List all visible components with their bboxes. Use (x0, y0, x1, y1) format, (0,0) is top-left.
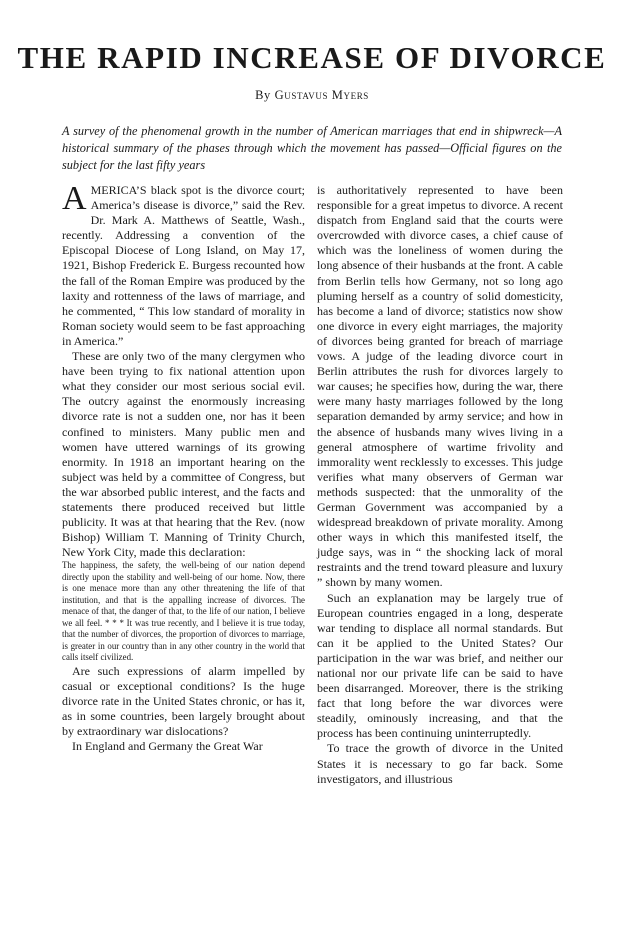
article-title: THE RAPID INCREASE OF DIVORCE (17, 40, 607, 75)
left-paragraph-1 (62, 180, 305, 349)
left-paragraph-2: These are only two of the many clergymen who have been trying to fix national attention upon what they consider our most serious social evil. The outcry against the enormously increasing divorce rate is not a sudden one, nor has it been confined to ministers. Many public men and women have uttered warnings of its growing enormity. In 1918 an important hearing on the subject was held by a committee of Congress, but the war absorbed public interest, and the facts and statements there produced received but little publicity. It was at that hearing that the Rev. (now Bishop) William T. Manning of Trinity Church, New York City, made this declaration: (62, 349, 305, 560)
right-paragraph-1: is authoritatively represented to have been responsible for a great impetus to divorce. A recent dispatch from England said that the courts were overcrowded with divorce cases, a chief cause of which was the loneliness of women during the long absence of their husbands at the front. A cable from Berlin tells how Germany, not so long ago pluming herself as a country of solid domesticity, has become a land of divorce; statistics now show one divorce in every eight marriages, the majority of divorces being granted for breach of marriage vows. A judge of the leading divorce court in Berlin attributes the rush for divorces largely to war causes; he specifies how, during the war, there were many hasty marriages followed by the long separation demanded by army service; and how in the absence of husbands many wives living in a general atmosphere of wartime frivolity and immorality went recklessly to excesses. This judge verifies what many observers of German war methods suspected: that the unmorality of the German Government was accompanied by a widespread breakdown of private morality. Among other ways in which this manifested itself, the judge says, was in “ the shocking lack of moral restraints and the trend toward pleasure and luxury ” shown by many women. (317, 183, 563, 590)
article-byline (0, 88, 624, 103)
article-subtitle: A survey of the phenomenal growth in the number of American marriages that end in shipwreck—A historical summary of the phases through which the movement has passed—Official figures on the subject for the last fifty years (62, 124, 562, 172)
byline-author: Gustavus Myers (274, 88, 369, 102)
byline-prefix: By (255, 88, 271, 102)
right-paragraph-2: Such an explanation may be largely true of European countries engaged in a long, desperate war tending to displace all normal standards. But can it be applied to the United States? Our participation in the war was brief, and neither our national nor our private life can be said to have been disarranged. Moreover, there is the striking fact that long before the war divorces were steadily, ominously increasing, and that the process has been continuing uninterruptedly. (317, 590, 563, 741)
left-paragraph-4: In England and Germany the Great War (72, 739, 263, 754)
left-column (62, 180, 305, 754)
left-paragraph-1-text: MERICA’S black spot is the divorce court; America’s disease is divorce,” said the Rev. Dr. Mark A. Matthews of Seattle, Wash., recently. Addressing a convention of the Episcopal Diocese of Long Island, on May 17, 1921, Bishop Frederick E. Burgess recounted how the fall of the Roman Empire was produced by the laxity and rottenness of the laws of marriage, and he commented, “ This low standard of morality in Roman society would seem to be fast approaching in America.” (62, 183, 305, 348)
drop-cap: A (62, 180, 87, 217)
left-paragraph-3: Are such expressions of alarm impelled by casual or exceptional conditions? Is the huge divorce rate in the United States chronic, or has it, as in some countries, been largely brought about by extraordinary war dislocations? (62, 663, 305, 739)
right-paragraph-3: To trace the growth of divorce in the United States it is necessary to go far back. Some investigators, and illustrious (317, 741, 563, 786)
block-quote: The happiness, the safety, the well-being of our nation depend directly upon the stability and well-being of our home. Now, there is one menace more than any other threatening the life of that institution, and that is the appalling increase of divorces. The menace of that, the danger of that, to the life of our nation, I believe we all feel. * * * It was true recently, and I believe it is true today, that the number of divorces, the proportion of divorces to marriage, is greater in our country than in any other country in the world that calls itself civilized. (62, 560, 305, 663)
right-column (317, 183, 563, 787)
